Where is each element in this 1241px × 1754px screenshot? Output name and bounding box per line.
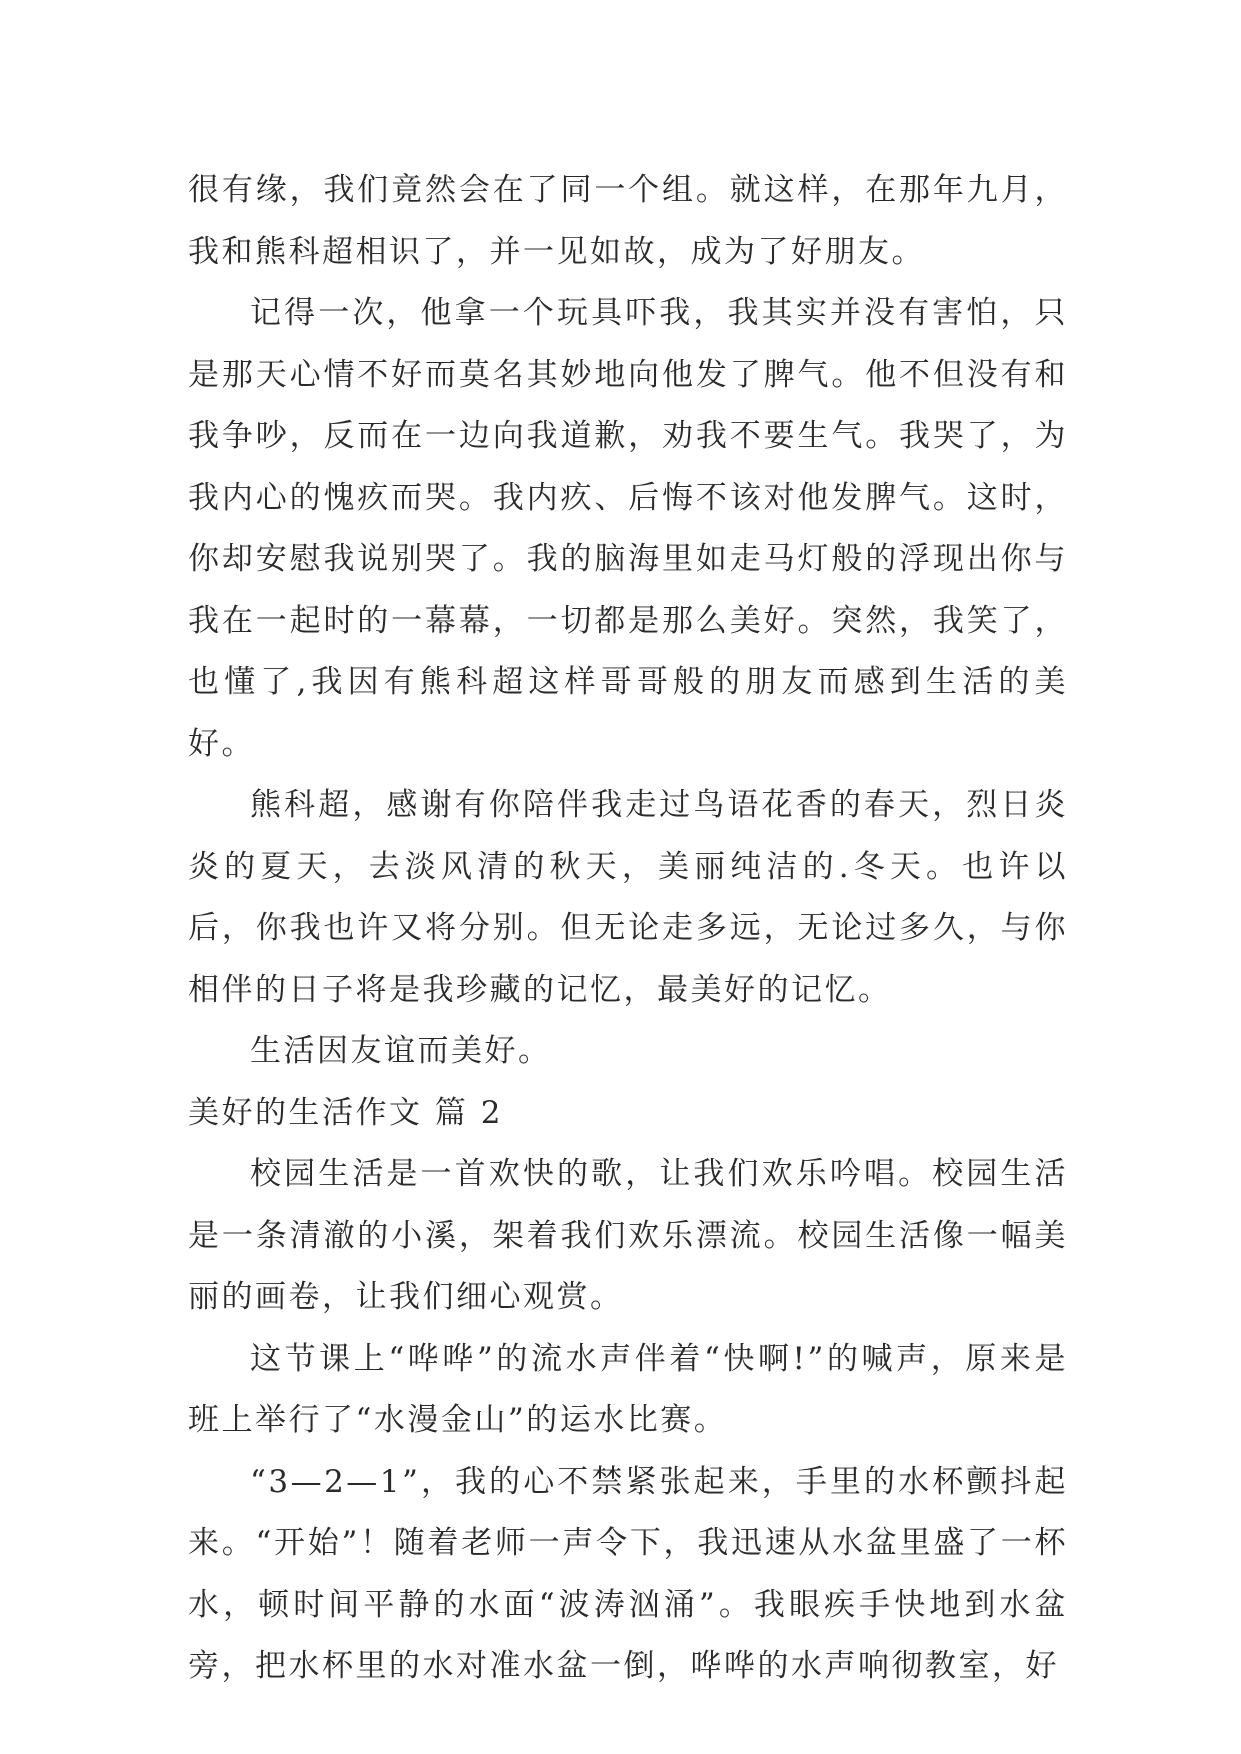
paragraph-4: 生活因友谊而美好。	[250, 1033, 552, 1069]
paragraph-5: 校园生活是一首欢快的歌，让我们欢乐吟唱。校园生活是一条清澈的小溪，架着我们欢乐漂流。校园生活像一幅美丽的画卷，让我们细心观赏。	[188, 1156, 1068, 1315]
paragraph-6: 这节课上“哗哗”的流水声伴着“快啊!”的喊声，原来是班上举行了“水漫金山”的运水比赛。	[188, 1340, 1068, 1438]
paragraph-2: 记得一次，他拿一个玩具吓我，我其实并没有害怕，只是那天心情不好而莫名其妙地向他发了脾气。他不但没有和我争吵，反而在一边向我道歉，劝我不要生气。我哭了，为我内心的愧疚而哭。我内疚、后悔不该对他发脾气。这时，你却安慰我说别哭了。我的脑海里如走马灯般的浮现出你与我在一起时的一幕幕，一切都是那么美好。突然，我笑了，也懂了,我因有熊科超这样哥哥般的朋友而感到生活的美好。	[188, 295, 1068, 762]
paragraph-3: 熊科超，感谢有你陪伴我走过鸟语花香的春天，烈日炎炎的夏天，去淡风清的秋天，美丽纯洁的.冬天。也许以后，你我也许又将分别。但无论走多远，无论过多久，与你相伴的日子将是我珍藏的记忆，最美好的记忆。	[188, 787, 1068, 1008]
document-body	[188, 160, 1068, 1698]
paragraph-7: “3—2—1”，我的心不禁紧张起来，手里的水杯颤抖起来。“开始”！随着老师一声令下，我迅速从水盆里盛了一杯水，顿时间平静的水面“波涛汹涌”。我眼疾手快地到水盆旁，把水杯里的水对准水盆一倒，哗哗的水声响彻教室，好	[188, 1463, 1068, 1684]
paragraph-1: 很有缘，我们竟然会在了同一个组。就这样，在那年九月，我和熊科超相识了，并一见如故，成为了好朋友。	[188, 172, 1068, 270]
section-heading: 美好的生活作文 篇 2	[188, 1094, 503, 1131]
